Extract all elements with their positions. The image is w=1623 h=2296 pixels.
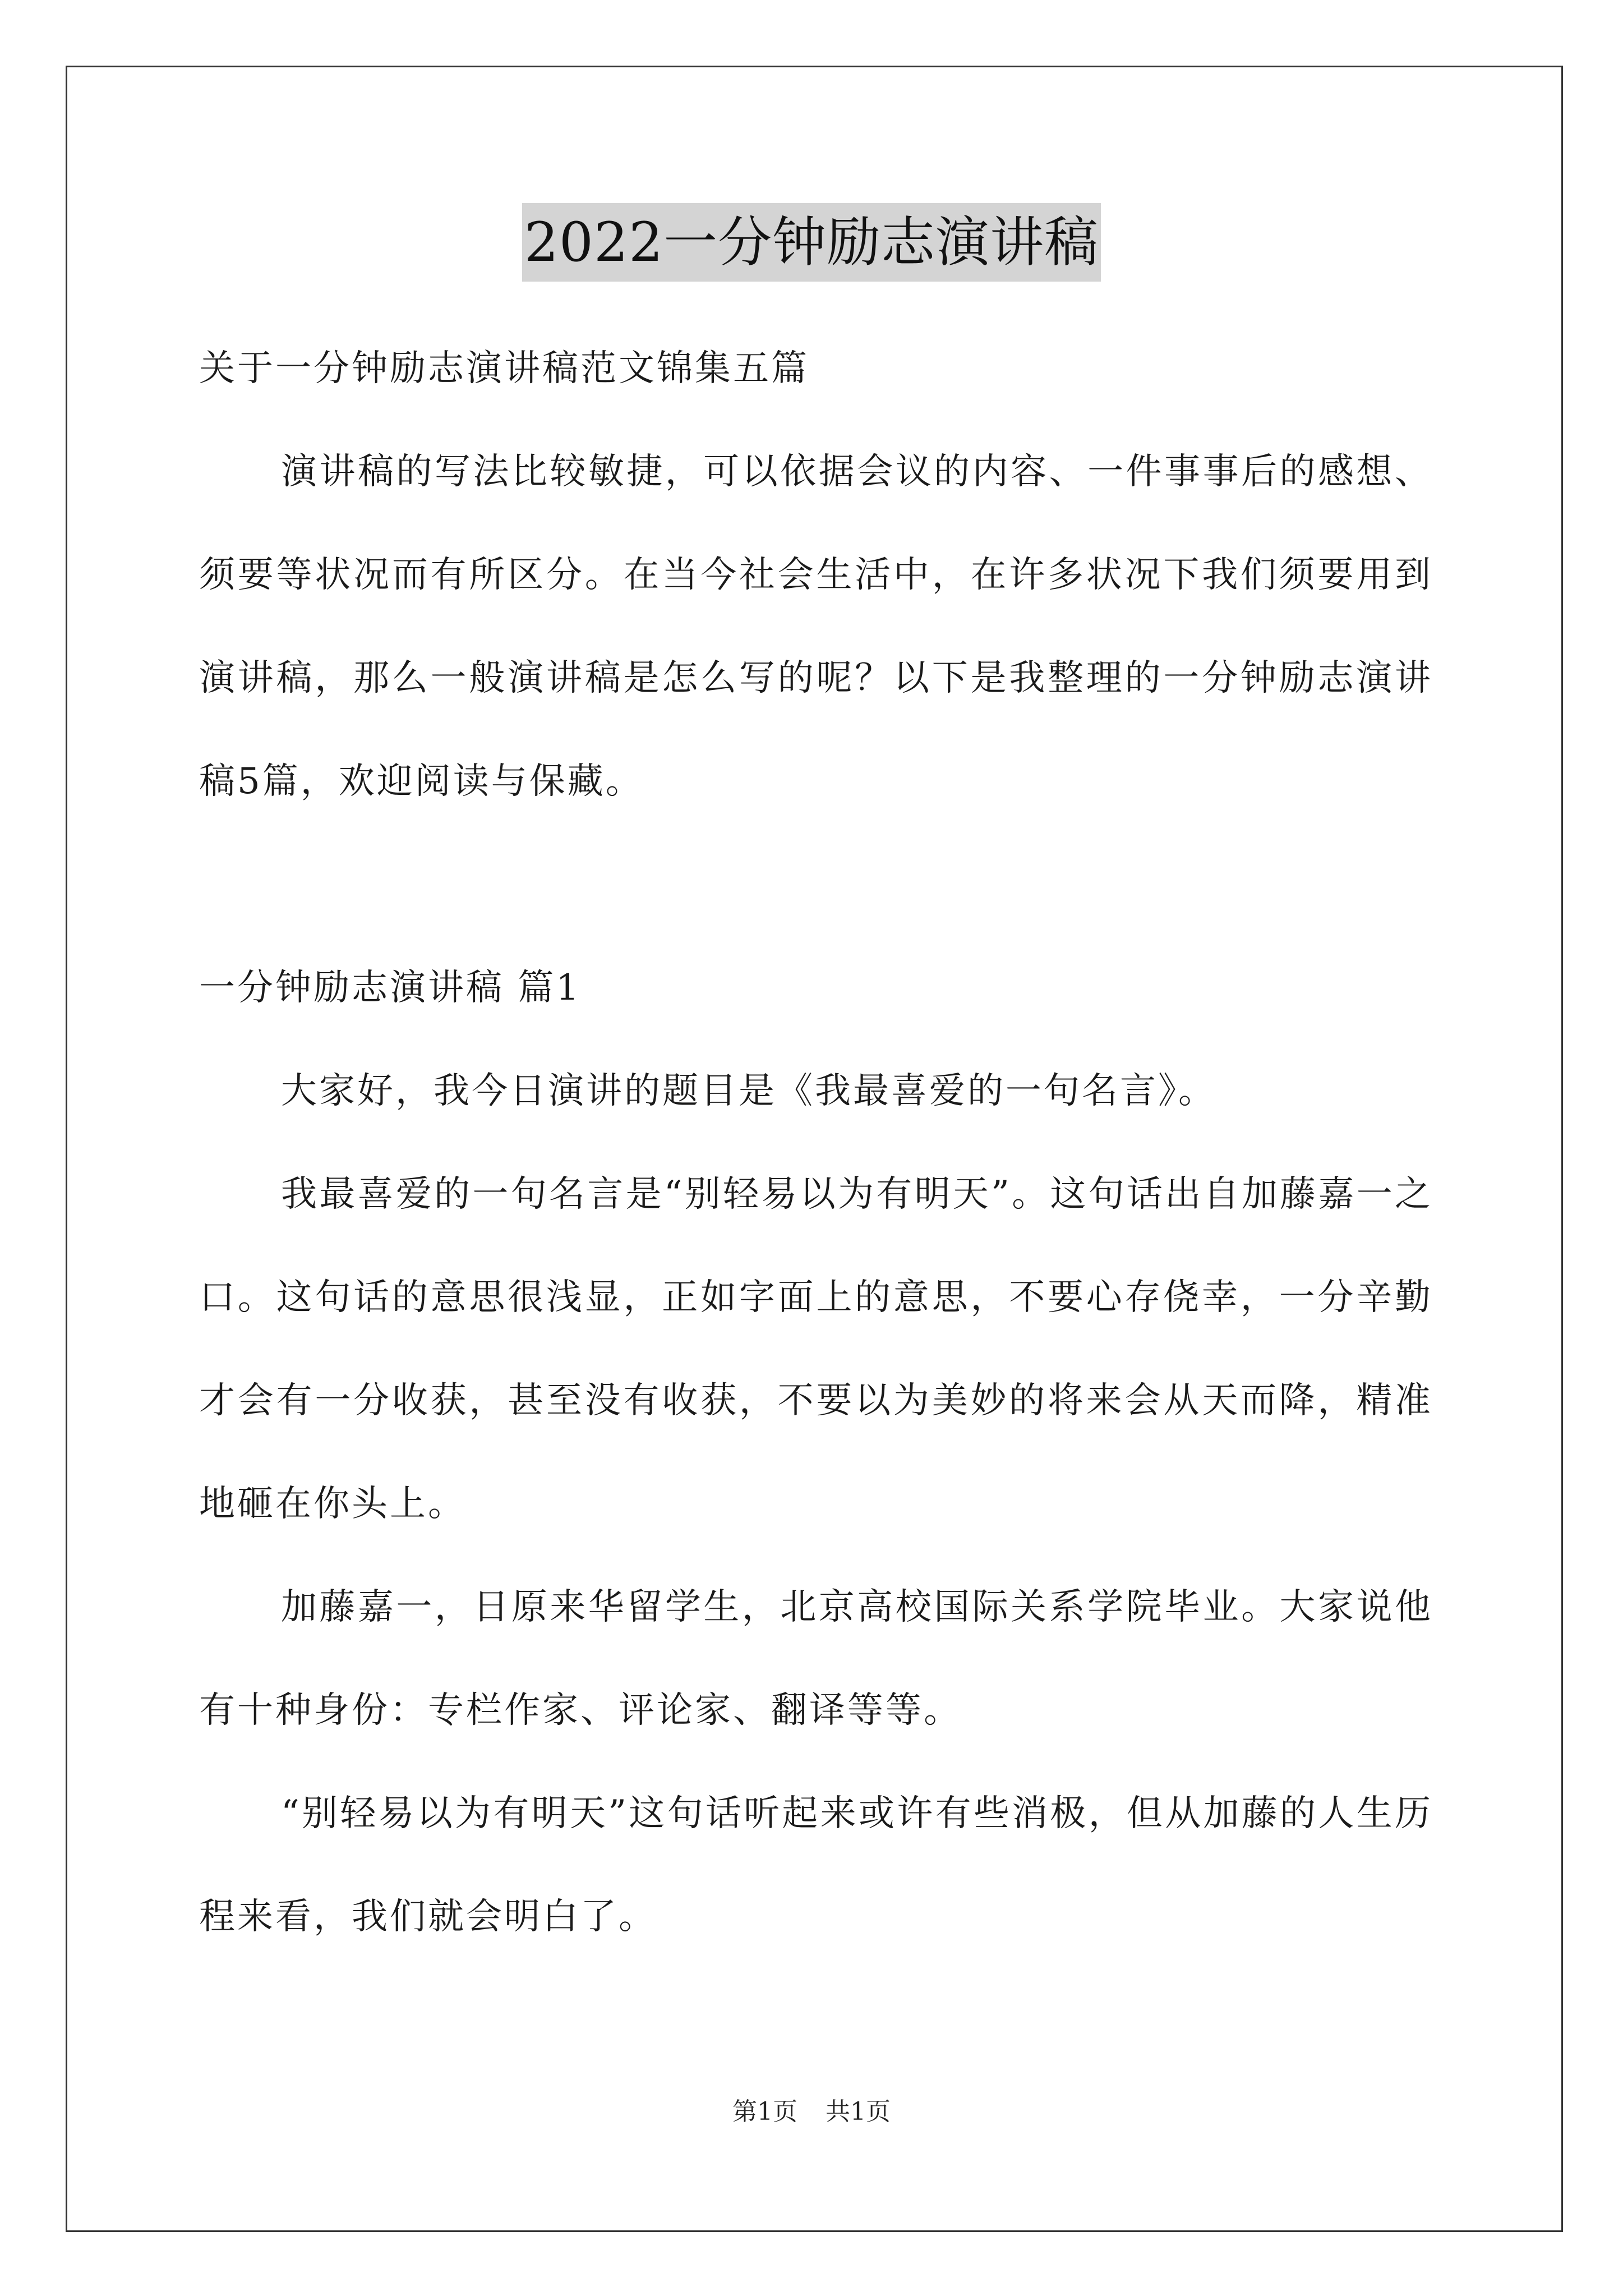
body-paragraph: 我最喜爱的一句名言是“别轻易以为有明天”。这句话出自加藤嘉一之口。这句话的意思很浅显，正如字面上的意思，不要心存侥幸，一分辛勤才会有一分收获，甚至没有收获，不要以为美妙的将来会从天而降，精准地砸在你头上。 bbox=[199, 1174, 1433, 1525]
page-number-current: 第1页 bbox=[732, 2097, 797, 2126]
page-number-total: 共1页 bbox=[826, 2097, 891, 2126]
body-paragraph: 加藤嘉一，日原来华留学生，北京高校国际关系学院毕业。大家说他有十种身份：专栏作家、评论家、翻译等等。 bbox=[199, 1586, 1433, 1731]
intro-paragraph: 演讲稿的写法比较敏捷，可以依据会议的内容、一件事事后的感想、须要等状况而有所区分。在当今社会生活中，在许多状况下我们须要用到演讲稿，那么一般演讲稿是怎么写的呢？以下是我整理的一分钟励志演讲稿5篇，欢迎阅读与保藏。 bbox=[199, 451, 1433, 802]
section-heading: 一分钟励志演讲稿 篇1 bbox=[199, 967, 582, 1009]
body-paragraph: 大家好，我今日演讲的题目是《我最喜爱的一句名言》。 bbox=[281, 1070, 1216, 1112]
document-body bbox=[199, 317, 1433, 1968]
document-subtitle: 关于一分钟励志演讲稿范文锦集五篇 bbox=[199, 348, 809, 389]
spacer bbox=[199, 833, 1433, 936]
title-container bbox=[0, 203, 1623, 282]
body-paragraph: “别轻易以为有明天”这句话听起来或许有些消极，但从加藤的人生历程来看，我们就会明白了。 bbox=[199, 1793, 1433, 1938]
page-footer bbox=[0, 2095, 1623, 2129]
document-title: 2022一分钟励志演讲稿 bbox=[522, 203, 1101, 282]
